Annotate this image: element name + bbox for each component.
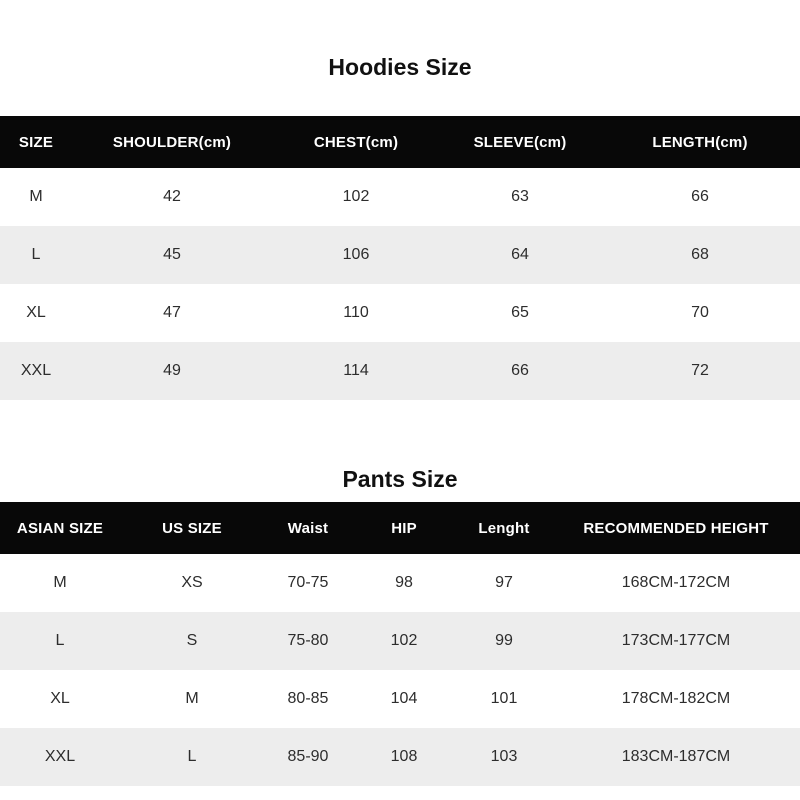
table-cell: 80-85 — [287, 690, 329, 707]
table-cell: 66 — [511, 362, 529, 379]
table-cell: 63 — [511, 188, 529, 205]
hoodies-size-table — [0, 116, 800, 400]
table-cell: L — [31, 246, 41, 263]
table-cell: 106 — [342, 246, 370, 263]
table-cell: 68 — [691, 246, 709, 263]
table-row — [0, 342, 800, 400]
table-row — [0, 612, 800, 670]
pants-table-body — [0, 554, 800, 786]
table-cell: 108 — [390, 748, 418, 765]
table-cell: M — [29, 188, 43, 205]
table-cell: 42 — [163, 188, 181, 205]
hoodies-header-row — [0, 116, 800, 168]
table-cell: XXL — [20, 362, 52, 379]
column-header: SHOULDER(cm) — [72, 116, 272, 168]
table-cell: M — [185, 690, 199, 707]
table-cell: L — [187, 748, 197, 765]
pants-header-row — [0, 502, 800, 554]
table-cell: 47 — [163, 304, 181, 321]
table-cell: 102 — [390, 632, 418, 649]
column-header: SLEEVE(cm) — [440, 116, 600, 168]
table-cell: XL — [50, 690, 70, 707]
table-cell: S — [186, 632, 198, 649]
pants-title: Pants Size — [342, 466, 458, 492]
column-header: CHEST(cm) — [272, 116, 440, 168]
column-header: ASIAN SIZE — [0, 502, 120, 554]
table-cell: 85-90 — [287, 748, 329, 765]
table-cell: 183CM-187CM — [621, 748, 731, 765]
table-cell: 110 — [343, 304, 369, 321]
column-header: LENGTH(cm) — [600, 116, 800, 168]
table-cell: 66 — [691, 188, 709, 205]
table-cell: 45 — [163, 246, 181, 263]
table-cell: 75-80 — [287, 632, 329, 649]
table-cell: 102 — [342, 188, 370, 205]
table-cell: 99 — [495, 632, 513, 649]
table-cell: 70 — [691, 304, 709, 321]
table-cell: 64 — [511, 246, 529, 263]
table-cell: XS — [181, 574, 203, 591]
table-cell: M — [53, 574, 67, 591]
column-header: RECOMMENDED HEIGHT — [552, 502, 800, 554]
table-cell: 70-75 — [287, 574, 329, 591]
table-cell: XXL — [44, 748, 76, 765]
table-cell: 49 — [163, 362, 181, 379]
column-header: SIZE — [0, 116, 72, 168]
table-row — [0, 284, 800, 342]
pants-section — [0, 462, 800, 786]
hoodies-table-head — [0, 116, 800, 168]
hoodies-title: Hoodies Size — [328, 54, 472, 80]
column-header: Lenght — [456, 502, 552, 554]
table-row — [0, 728, 800, 786]
hoodies-table-body — [0, 168, 800, 400]
table-cell: 114 — [343, 362, 369, 379]
column-header: HIP — [352, 502, 456, 554]
table-cell: 178CM-182CM — [621, 690, 731, 707]
table-row — [0, 670, 800, 728]
table-cell: 104 — [390, 690, 418, 707]
table-cell: 65 — [511, 304, 529, 321]
table-cell: 173CM-177CM — [621, 632, 731, 649]
table-cell: 103 — [490, 748, 518, 765]
pants-size-table — [0, 502, 800, 786]
table-cell: 168CM-172CM — [621, 574, 731, 591]
column-header: Waist — [264, 502, 352, 554]
column-header: US SIZE — [120, 502, 264, 554]
table-row — [0, 168, 800, 226]
table-cell: 101 — [490, 690, 518, 707]
table-cell: L — [55, 632, 65, 649]
pants-table-head — [0, 502, 800, 554]
table-cell: XL — [26, 304, 46, 321]
table-row — [0, 226, 800, 284]
table-cell: 98 — [395, 574, 413, 591]
table-cell: 97 — [495, 574, 513, 591]
table-cell: 72 — [691, 362, 709, 379]
table-row — [0, 554, 800, 612]
